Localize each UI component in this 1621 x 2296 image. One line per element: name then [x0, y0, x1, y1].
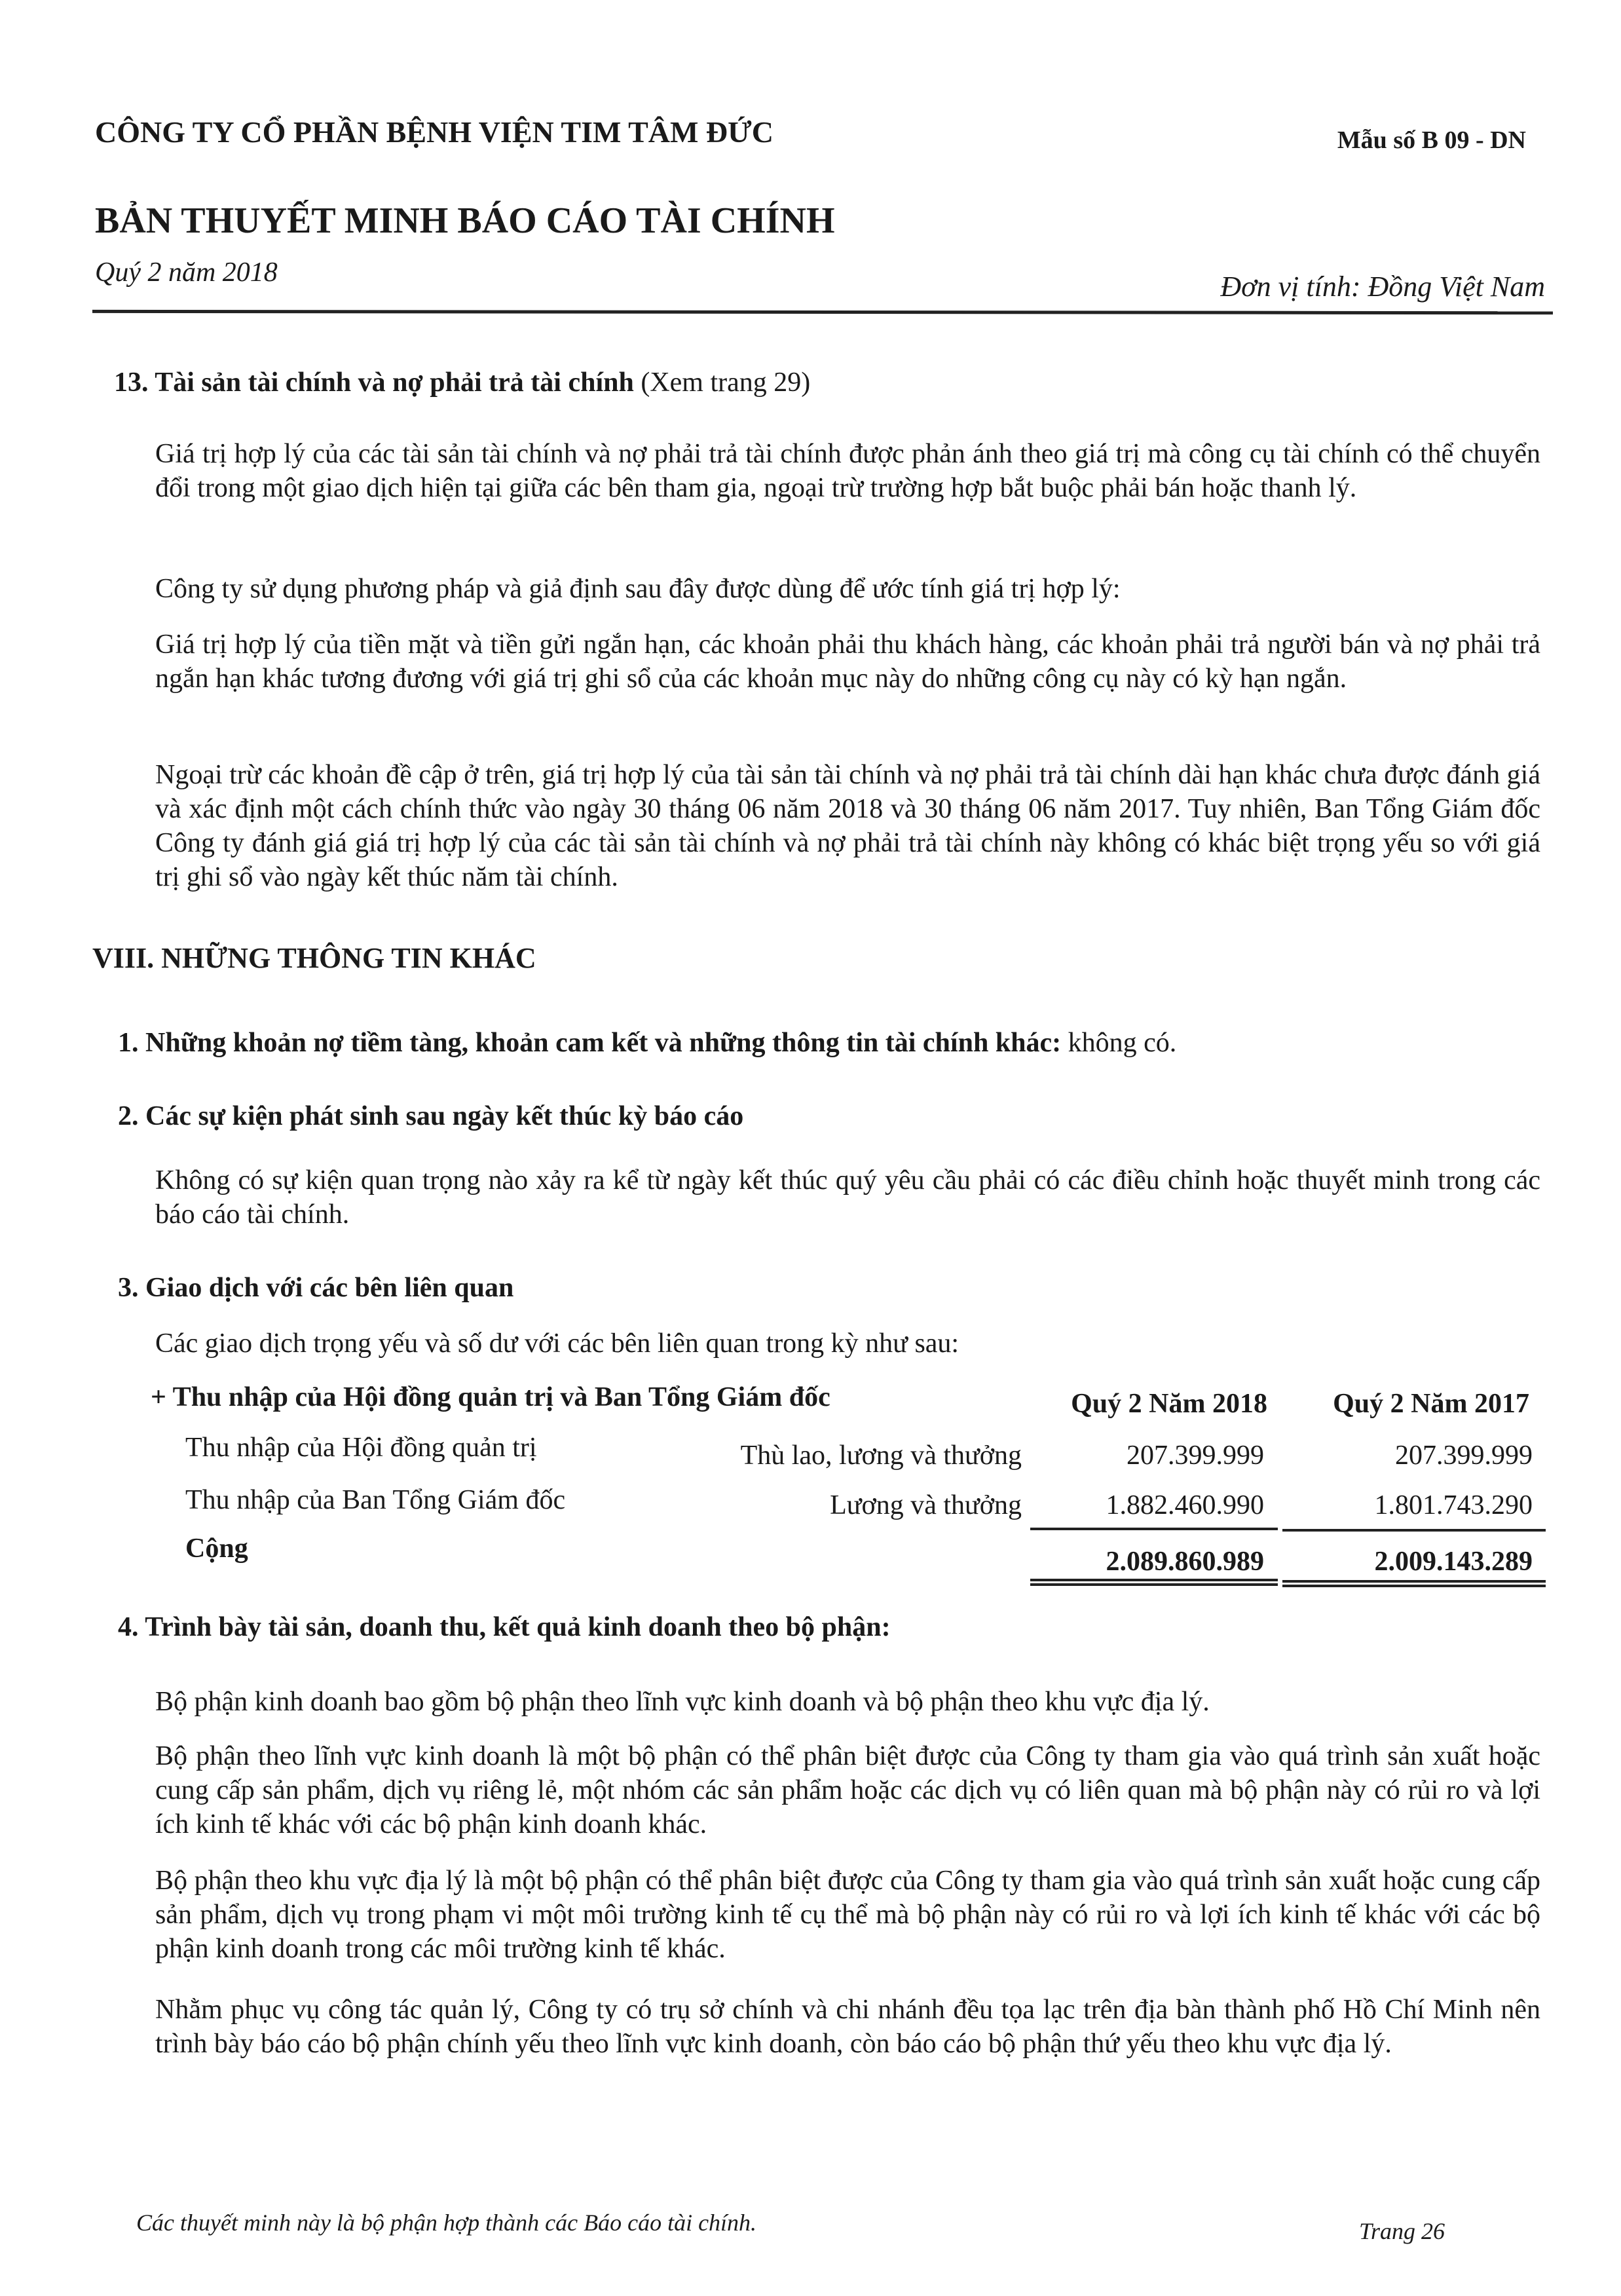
subtotal-rule-2017: [1282, 1529, 1546, 1532]
total-2017: 2.009.143.289: [1374, 1547, 1533, 1577]
footer-note: Các thuyết minh này là bộ phận hợp thành các Báo cáo tài chính.: [136, 2210, 757, 2236]
item-2-text: Không có sự kiện quan trọng nào xảy ra kể từ ngày kết thúc quý yêu cầu phải có các điều chỉnh hoặc thuyết minh trong các báo cáo tài chính.: [155, 1165, 1540, 1230]
item-4-heading: 4. Trình bày tài sản, doanh thu, kết quả kinh doanh theo bộ phận:: [118, 1612, 891, 1642]
header-rule: [92, 310, 1553, 314]
table-row-name: Thu nhập của Hội đồng quản trị: [185, 1433, 537, 1463]
table-row-2017: 207.399.999: [1395, 1440, 1533, 1471]
company-name: CÔNG TY CỔ PHẦN BỆNH VIỆN TIM TÂM ĐỨC: [95, 115, 773, 149]
section-13-title: 13. Tài sản tài chính và nợ phải trả tài chính: [114, 367, 634, 398]
item-3-heading: 3. Giao dịch với các bên liên quan: [118, 1273, 514, 1303]
item-4-paragraph-2: Bộ phận theo lĩnh vực kinh doanh là một bộ phận có thể phân biệt được của Công ty tham gia vào quá trình sản xuất hoặc cung cấp sản phẩm, dịch vụ riêng lẻ, một nhóm các sản phẩm hoặc các dịch vụ có liên quan mà bộ phận này có rủi ro và lợi ích kinh tế khác với các bộ phận kinh doanh khác.: [155, 1741, 1540, 1839]
item-4-paragraph-3: Bộ phận theo khu vực địa lý là một bộ phận có thể phân biệt được của Công ty tham gia vào quá trình sản xuất hoặc cung cấp sản phẩm, dịch vụ trong phạm vi một môi trường kinh tế cụ thể mà bộ phận này có rủi ro và lợi ích kinh tế khác với các bộ phận kinh doanh trong các môi trường kinh tế khác.: [155, 1866, 1540, 1964]
column-header-2018: Quý 2 Năm 2018: [1071, 1389, 1267, 1419]
table-row-2018: 207.399.999: [1127, 1440, 1264, 1471]
subtotal-rule-2018: [1030, 1528, 1278, 1530]
item-1-value: không có.: [1061, 1028, 1177, 1058]
table-title: + Thu nhập của Hội đồng quản trị và Ban Tổng Giám đốc: [151, 1382, 830, 1412]
table-row-2018: 1.882.460.990: [1106, 1490, 1264, 1520]
document-title: BẢN THUYẾT MINH BÁO CÁO TÀI CHÍNH: [95, 200, 835, 241]
item-2-heading: 2. Các sự kiện phát sinh sau ngày kết thúc kỳ báo cáo: [118, 1101, 744, 1131]
total-double-rule-2017: [1282, 1580, 1546, 1587]
section-13-ref: (Xem trang 29): [633, 367, 811, 398]
section-13-paragraph-3: Giá trị hợp lý của tiền mặt và tiền gửi ngắn hạn, các khoản phải thu khách hàng, các khoản phải trả người bán và nợ phải trả ngắn hạn khác tương đương với giá trị ghi sổ của các khoản mục này do những công cụ này có kỳ hạn ngắn.: [155, 630, 1540, 694]
section-13-paragraph-4: Ngoại trừ các khoản đề cập ở trên, giá trị hợp lý của tài sản tài chính và nợ phải trả tài chính dài hạn khác chưa được đánh giá và xác định một cách chính thức vào ngày 30 tháng 06 năm 2018 và 30 tháng 06 năm 2017. Tuy nhiên, Ban Tổng Giám đốc Công ty đánh giá giá trị hợp lý của các tài sản tài chính và nợ phải trả tài chính này không có khác biệt trọng yếu so với giá trị ghi sổ vào ngày kết thúc năm tài chính.: [155, 760, 1540, 892]
item-1-heading: 1. Những khoản nợ tiềm tàng, khoản cam kết và những thông tin tài chính khác:: [118, 1028, 1062, 1058]
total-double-rule-2018: [1030, 1579, 1278, 1586]
section-8-heading: VIII. NHỮNG THÔNG TIN KHÁC: [92, 942, 536, 974]
total-label: Cộng: [185, 1534, 248, 1564]
section-13-heading: [114, 366, 810, 400]
section-13-paragraph-1: Giá trị hợp lý của các tài sản tài chính và nợ phải trả tài chính được phản ánh theo giá trị mà công cụ tài chính có thể chuyển đổi trong một giao dịch hiện tại giữa các bên tham gia, ngoại trừ trường hợp bắt buộc phải bán hoặc thanh lý.: [155, 439, 1540, 503]
table-row-type: Thù lao, lương và thưởng: [740, 1440, 1022, 1471]
period: Quý 2 năm 2018: [95, 257, 278, 288]
section-13-paragraph-2: Công ty sử dụng phương pháp và giả định sau đây được dùng để ước tính giá trị hợp lý:: [155, 574, 1121, 604]
table-row-name: Thu nhập của Ban Tổng Giám đốc: [185, 1485, 566, 1515]
currency-unit: Đơn vị tính: Đồng Việt Nam: [1220, 271, 1545, 303]
total-2018: 2.089.860.989: [1106, 1547, 1264, 1577]
column-header-2017: Quý 2 Năm 2017: [1333, 1389, 1529, 1419]
item-4-paragraph-1: Bộ phận kinh doanh bao gồm bộ phận theo lĩnh vực kinh doanh và bộ phận theo khu vực địa lý.: [155, 1687, 1210, 1717]
page-number: Trang 26: [1359, 2218, 1445, 2244]
item-3-text: Các giao dịch trọng yếu và số dư với các bên liên quan trong kỳ như sau:: [155, 1328, 960, 1359]
item-4-paragraph-4: Nhằm phục vụ công tác quản lý, Công ty có trụ sở chính và chi nhánh đều tọa lạc trên địa bàn thành phố Hồ Chí Minh nên trình bày báo cáo bộ phận chính yếu theo lĩnh vực kinh doanh, còn báo cáo bộ phận thứ yếu theo khu vực địa lý.: [155, 1995, 1540, 2059]
form-number: Mẫu số B 09 - DN: [1337, 126, 1526, 154]
table-row-2017: 1.801.743.290: [1374, 1490, 1533, 1520]
table-row-type: Lương và thưởng: [830, 1490, 1022, 1520]
item-1: [118, 1026, 1176, 1060]
